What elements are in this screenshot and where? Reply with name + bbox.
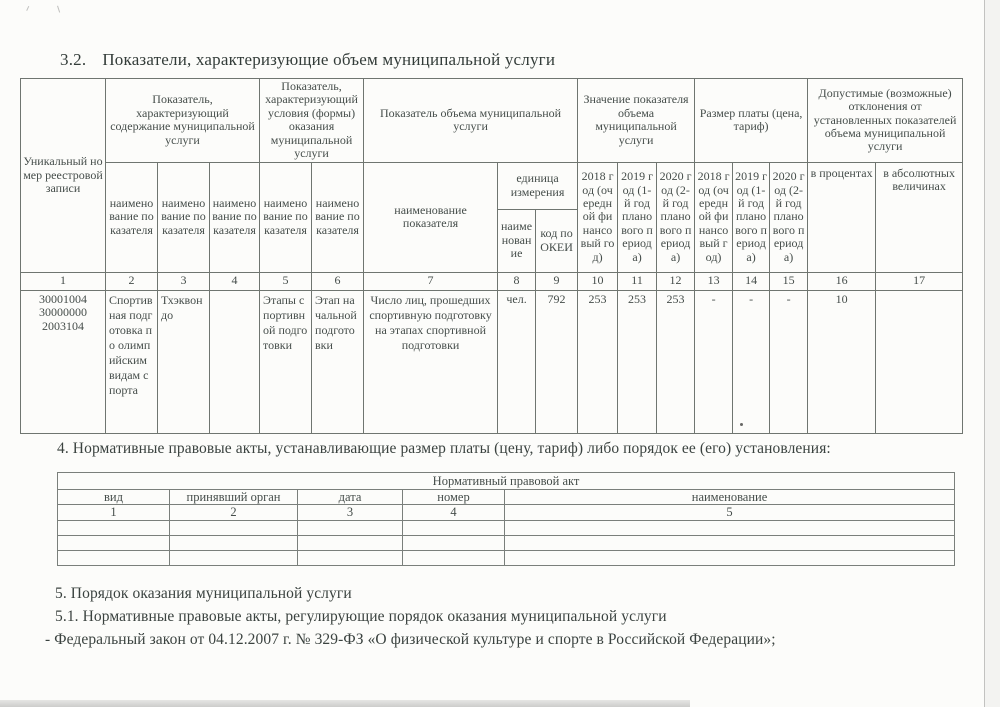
legal-col-header-kind: вид <box>58 490 170 505</box>
cell-pay-2020: - <box>770 290 808 433</box>
column-number: 13 <box>695 272 733 290</box>
col-header-deviation-percent: в процентах <box>808 162 876 272</box>
col-header-value-2018: 2018 год (очередной финансовый год) <box>578 162 618 272</box>
col-header-pay-2020: 2020 год (2-й год планового периода) <box>770 162 808 272</box>
cell-value-2020: 253 <box>657 290 695 433</box>
section-3-2-number: 3.2. <box>60 50 87 69</box>
legal-col-header-number: номер <box>403 490 505 505</box>
col-header-volume-indicator: Показатель объема муниципальной услуги <box>364 79 578 163</box>
col-header-indicator-name-6: наименование показателя <box>312 162 364 272</box>
col-header-deviations: Допустимые (возможные) отклонения от установленных показателей объема муниципальной услуги <box>808 79 963 163</box>
column-number: 16 <box>808 272 876 290</box>
legal-col-header-date: дата <box>298 490 403 505</box>
section-4-heading: 4. Нормативные правовые акты, устанавливающие размер платы (цену, тариф) либо порядок ее (его) установления: <box>57 440 831 457</box>
section-3-2-title: Показатели, характеризующие объем муниципальной услуги <box>102 50 556 69</box>
scan-artifact <box>26 6 34 13</box>
cell-deviation-percent: 10 <box>808 290 876 433</box>
legal-empty-row <box>58 535 955 550</box>
column-number: 14 <box>733 272 770 290</box>
cell-content-3 <box>210 290 260 433</box>
cell-value-2018: 253 <box>578 290 618 433</box>
col-header-unit: единица измерения <box>498 162 578 209</box>
column-number: 1 <box>21 272 106 290</box>
col-header-deviation-absolute: в абсолютных величинах <box>876 162 963 272</box>
scan-edge-shading <box>985 0 1000 707</box>
scan-artifact <box>57 4 64 12</box>
col-header-unique-number: Уникальный номер реестровой записи <box>21 79 106 273</box>
column-number: 17 <box>876 272 963 290</box>
column-number: 15 <box>770 272 808 290</box>
volume-indicators-table <box>20 78 963 434</box>
col-header-indicator-name-3: наименование показателя <box>158 162 210 272</box>
column-number: 9 <box>536 272 578 290</box>
legal-column-number: 3 <box>298 505 403 520</box>
column-numbers-row <box>21 272 963 290</box>
cell-value-2019: 253 <box>618 290 657 433</box>
cell-content-1: Спортивная подготовка по олимпийским видам спорта <box>106 290 158 433</box>
col-header-indicator-name-7: наименование показателя <box>364 162 498 272</box>
section-5-heading: 5. Порядок оказания муниципальной услуги <box>55 585 352 602</box>
legal-column-number: 1 <box>58 505 170 520</box>
legal-table-title: Нормативный правовой акт <box>58 473 955 490</box>
section-3-2-heading <box>60 50 555 70</box>
column-number: 11 <box>618 272 657 290</box>
col-header-pay-2018: 2018 год (очередной финансовый год) <box>695 162 733 272</box>
col-header-unit-name: наименование <box>498 209 536 272</box>
col-header-content-indicator: Показатель, характеризующий содержание муниципальной услуги <box>106 79 260 163</box>
table-row <box>21 290 963 433</box>
col-header-pay-2019: 2019 год (1-й год планового периода) <box>733 162 770 272</box>
cell-unit-name: чел. <box>498 290 536 433</box>
column-number: 8 <box>498 272 536 290</box>
federal-law-item: - Федеральный закон от 04.12.2007 г. № 329-ФЗ «О физической культуре и спорте в Российской Федерации»; <box>45 631 776 648</box>
column-number: 4 <box>210 272 260 290</box>
legal-empty-row <box>58 550 955 565</box>
col-header-conditions-indicator: Показатель, характеризующий условия (формы) оказания муниципальной услуги <box>260 79 364 163</box>
legal-col-header-authority: принявший орган <box>170 490 298 505</box>
column-number: 2 <box>106 272 158 290</box>
cell-registry-number: 30001004 30000000 2003104 <box>21 290 106 433</box>
legal-column-number: 2 <box>170 505 298 520</box>
col-header-value-2019: 2019 год (1-й год планового периода) <box>618 162 657 272</box>
legal-column-number: 5 <box>505 505 955 520</box>
scan-artifact <box>740 423 743 426</box>
column-number: 10 <box>578 272 618 290</box>
col-header-indicator-name-2: наименование показателя <box>106 162 158 272</box>
col-header-payment: Размер платы (цена, тариф) <box>695 79 808 163</box>
legal-acts-table <box>57 472 955 566</box>
column-number: 12 <box>657 272 695 290</box>
cell-deviation-absolute <box>876 290 963 433</box>
scan-edge-shading <box>0 700 690 707</box>
column-number: 5 <box>260 272 312 290</box>
col-header-value-2020: 2020 год (2-й год планового периода) <box>657 162 695 272</box>
col-header-okei-code: код по ОКЕИ <box>536 209 578 272</box>
column-number: 7 <box>364 272 498 290</box>
col-header-indicator-name-5: наименование показателя <box>260 162 312 272</box>
legal-column-number: 4 <box>403 505 505 520</box>
col-header-indicator-name-4: наименование показателя <box>210 162 260 272</box>
cell-content-2: Тхэквондо <box>158 290 210 433</box>
cell-condition-2: Этап начальной подготовки <box>312 290 364 433</box>
cell-pay-2019: - <box>733 290 770 433</box>
cell-okei-code: 792 <box>536 290 578 433</box>
column-number: 3 <box>158 272 210 290</box>
cell-condition-1: Этапы спортивной подготовки <box>260 290 312 433</box>
cell-indicator-name: Число лиц, прошедших спортивную подготовку на этапах спортивной подготовки <box>364 290 498 433</box>
col-header-value-indicator: Значение показателя объема муниципальной услуги <box>578 79 695 163</box>
legal-col-header-name: наименование <box>505 490 955 505</box>
column-number: 6 <box>312 272 364 290</box>
legal-empty-row <box>58 520 955 535</box>
cell-pay-2018: - <box>695 290 733 433</box>
section-5-1-heading: 5.1. Нормативные правовые акты, регулирующие порядок оказания муниципальной услуги <box>55 608 667 625</box>
